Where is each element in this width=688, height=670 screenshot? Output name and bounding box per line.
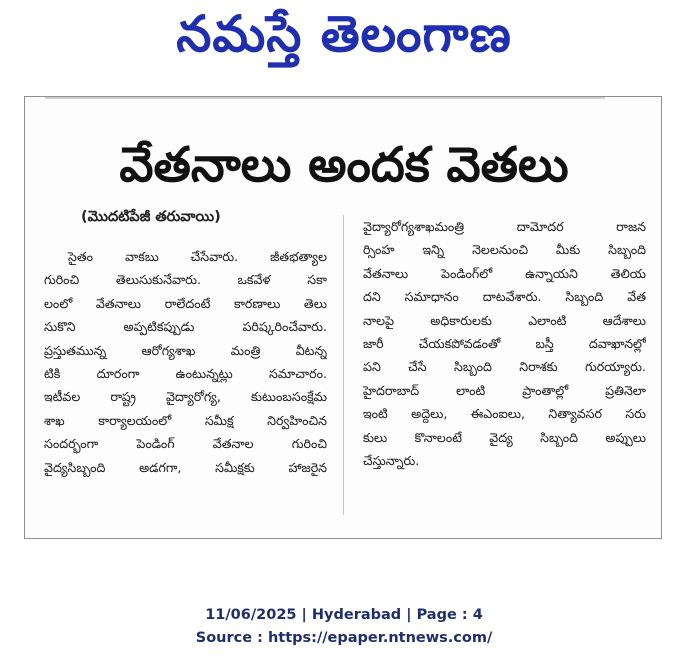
text-line: సైతం వాకబు చేసేవారు. జీతభత్యాల [68, 249, 327, 264]
text-line: ప్రస్తుతమున్న ఆరోగ్యశాఖ మంత్రి వీటన్న [44, 342, 327, 358]
text-line: వైద్యసిబ్బంది అడగగా, సమీక్షకు హాజరైన [44, 459, 327, 475]
masthead-title: నమస్తే తెలంగాణ [176, 4, 512, 63]
text-line: సందర్భంగా పెండింగ్ వేతనాల గురించి [44, 436, 327, 452]
text-line: కులు కొనాలంటే వైద్య సిబ్బంది అప్పులు [363, 429, 646, 445]
text-line: టికి దూరంగా ఉంటున్నట్లు సమాచారం. [44, 366, 327, 382]
article-headline: వేతనాలు అందక వెతలు [119, 137, 569, 193]
text-line: శాఖ కార్యాలయంలో సమీక్ష నిర్వహించిన [44, 412, 327, 428]
text-line: ఇటీవల రాష్ట్ర వైద్యారోగ్య, కుటుంబసంక్షేమ [44, 389, 327, 405]
masthead-logo [0, 4, 688, 76]
cropped-text-remnant [45, 97, 605, 104]
text-line: గురించి తెలుసుకునేవారు. ఒకవేళ సకా [44, 272, 327, 288]
text-line: పని చేసే సిబ్బంది నిరాశకు గురయ్యారు. [363, 359, 646, 375]
text-line: వేతనాలు పెండింగ్‌లో ఉన్నాయని తెలియ [363, 265, 646, 281]
source-url: Source : https://epaper.ntnews.com/ [195, 630, 493, 646]
text-line: హైదరాబాద్ లాంటి ప్రాంతాల్లో ప్రతినెలా [363, 382, 646, 398]
text-line: లంలో వేతనాలు రాలేదంటే కారణాలు తెలు [44, 295, 327, 311]
text-line: ర్సింహ ఇన్ని నెలలనుంచి మీకు సిబ్బంది [363, 242, 646, 258]
text-line: నాలపై అధికారులకు ఎలాంటి ఆదేశాలు [363, 312, 646, 328]
article-column-right [363, 215, 646, 472]
text-line: సుకొని అప్పటికప్పుడు పరిష్కరించేవారు. [44, 319, 327, 335]
continued-label: (మొదటిపేజీ తరువాయి) [81, 209, 221, 225]
newspaper-clipping [24, 96, 662, 539]
column-divider [343, 215, 344, 515]
article-column-left [44, 245, 327, 479]
text-line: ఇంటి అద్దెలు, ఈఎంఐలు, నిత్యావసర సరు [363, 406, 646, 422]
text-line: వైద్యారోగ్యశాఖమంత్రి దామోదర రాజన [363, 219, 646, 234]
text-line: చేస్తున్నారు. [363, 453, 420, 469]
edition-info: 11/06/2025 | Hyderabad | Page : 4 [205, 607, 483, 623]
text-line: దని సమాధానం దాటవేశారు. సిబ్బంది వేత [363, 289, 646, 305]
text-line: జారీ చేయకపోవడంతో బస్తీ దవాఖానల్లో [363, 336, 646, 352]
